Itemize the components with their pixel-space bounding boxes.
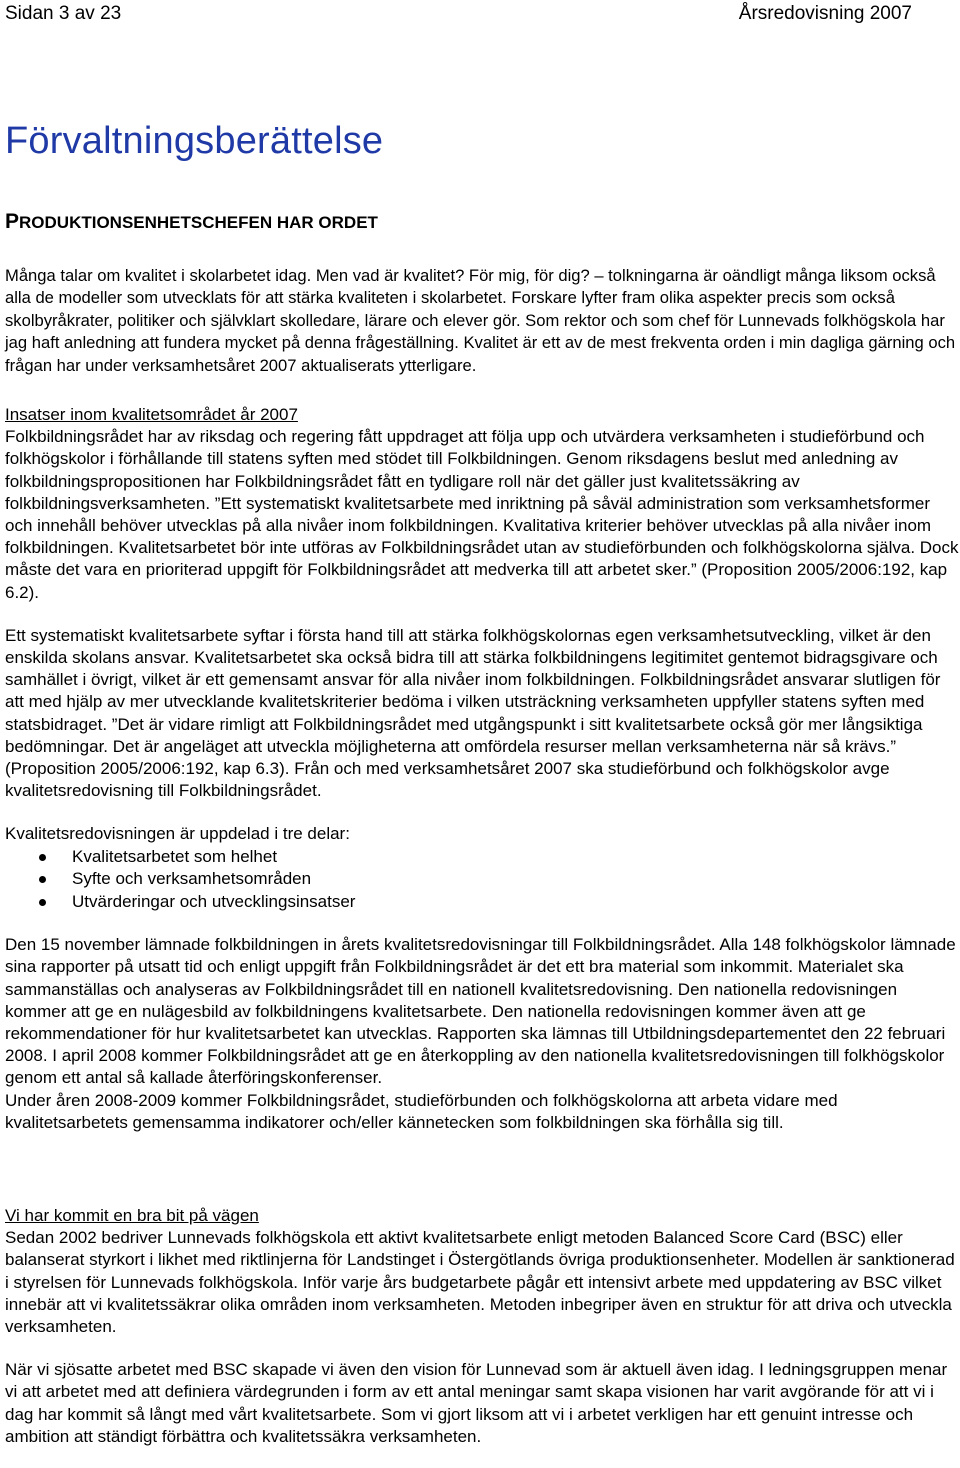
intro-heading [5,210,378,234]
list-intro: Kvalitetsredovisningen är uppdelad i tre delar: [5,824,350,844]
intro-heading-initial: P [5,210,20,233]
list-item [5,846,960,869]
section-heading-vagen: Vi har kommit en bra bit på vägen [5,1206,259,1225]
bullet-icon [39,854,46,861]
section-kvalitetsinsatser [5,404,960,1134]
bullet-list [5,846,960,914]
section-heading-insatser: Insatser inom kvalitetsområdet år 2007 [5,405,298,424]
intro-heading-rest: RODUKTIONSENHETSCHEFEN HAR ORDET [19,213,378,232]
bullet-icon [39,899,46,906]
list-item [5,891,960,914]
bullet-icon [39,876,46,883]
section-bra-bit-pa-vagen [5,1205,960,1448]
paragraph-bsc: Sedan 2002 bedriver Lunnevads folkhögskola ett aktivt kvalitetsarbete enligt metoden Balanced Score Card (BSC) eller balanserat styrkort i likhet med riktlinjerna för Landstinget i Östergötlands övriga produktionsenheter. Modellen är sanktionerad i styrelsen för Lunnevads folkhögskola. Inför varje års budgetarbete pågår ett intensivt arbete med uppdatering av BSC vilket innebär att vi kvalitetssäkrar olika områden inom verksamheten. Metoden inbegriper även en struktur för att driva och utveckla verksamheten. [5,1228,955,1337]
list-item-text: Kvalitetsarbetet som helhet [72,846,278,866]
paragraph-folkbildningsradet: Folkbildningsrådet har av riksdag och regering fått uppdraget att följa upp och utvärdera verksamheten i studieförbund och folkhögskolor i förhållande till statens syften med stödet till Folkbildningen. Genom riksdagens beslut med anledning av folkbildningspropositionen har Folkbildningsrådet fått en tydligare roll när det gäller just kvalitetssäkring av folkbildningsverksamheten. ”Ett systematiskt kvalitetsarbete med inriktning på såväl administration som verksamhetsformer och innehåll behöver utvecklas på alla nivåer inom folkbildningen. Kvalitativa kriterier behöver utvecklas på alla nivåer inom folkbildningen. Kvalitetsarbetet bör inte utföras av Folkbildningsrådet utan av studieförbunden och folkhögskolorna själva. Dock måste det vara en prioriterad uppgift för Folkbildningsrådet att medverka till att arbetet sker.” (Proposition 2005/2006:192, kap 6.2). [5,427,959,602]
page-number: Sidan 3 av 23 [5,3,122,24]
paragraph-2008-2009: Under åren 2008-2009 kommer Folkbildningsrådet, studieförbunden och folkhögskolorna att arbeta vidare med kvalitetsarbetets gemensamma indikatorer och/eller kännetecken som folkbildningen ska förhålla sig till. [5,1090,838,1132]
paragraph-systematiskt-kvalitetsarbete: Ett systematiskt kvalitetsarbete syftar i första hand till att stärka folkhögskolornas egen verksamhetsutveckling, vilket är den enskilda skolans ansvar. Kvalitetsarbetet ska också bidra till att stärka folkbildningens legitimitet gentemot bidragsgivare och samhället i övrigt, vilket är ett gemensamt ansvar för alla nivåer inom folkbildningen. Folkbildningsrådet ansvarar slutligen för att med hjälp av mer utvecklande kvalitetskriterier bedöma i vilken utsträckning verksamheten uppfyller statens syften med statsbidraget. ”Det är vidare rimligt att Folkbildningsrådet med utgångspunkt i sitt kvalitetsarbete också gör mer långsiktiga bedömningar. Det är angeläget att utveckla möjligheterna att omfördela resurser mellan verksamheterna när så krävs.” (Proposition 2005/2006:192, kap 6.3). Från och med verksamhetsåret 2007 ska studieförbund och folkhögskolor avge kvalitetsredovisning till Folkbildningsrådet. [5,625,941,801]
paragraph-15-november: Den 15 november lämnade folkbildningen in årets kvalitetsredovisningar till Folkbildningsrådet. Alla 148 folkhögskolor lämnade sina rapporter på utsatt tid och enligt uppgift från Folkbildningsrådet är det ett bra material som inkommit. Materialet ska sammanställas och analyseras av Folkbildningsrådet till en nationell kvalitetsredovisning. Den nationella redovisningen kommer att ge en nulägesbild av folkbildningens kvalitetsarbete. Den nationella redovisningen kommer även att ge rekommendationer för hur kvalitetsarbetet kan utvecklas. Rapporten ska lämnas till Utbildningsdepartementet den 22 februari 2008. I april 2008 kommer Folkbildningsrådet att ge en återkoppling av den nationella kvalitetsredovisningen till folkhögskolor genom ett antal så kallade återföringskonferenser. [5,935,956,1088]
list-item [5,868,960,891]
list-item-text: Syfte och verksamhetsområden [72,869,312,889]
report-title: Årsredovisning 2007 [738,3,912,24]
list-item-text: Utvärderingar och utvecklingsinsatser [72,891,356,911]
paragraph-vision: När vi sjösatte arbetet med BSC skapade vi även den vision för Lunnevad som är aktuell även idag. I ledningsgruppen menar vi att arbetet med att definiera värdegrunden i form av ett antal meningar samt skapa visionen har varit avgörande för att vi i dag har kommit så långt med vårt kvalitetsarbete. Som vi gjort liksom att vi i arbetet verkligen har ett genuint intresse och ambition att ständigt förbättra och kvalitetssäkra verksamheten. [5,1360,948,1446]
page-title: Förvaltningsberättelse [5,120,384,162]
intro-paragraph: Många talar om kvalitet i skolarbetet idag. Men vad är kvalitet? För mig, för dig? – tolkningarna är oändligt många liksom också alla de modeller som utvecklats för att stärka kvaliteten i skolarbetet. Forskare lyfter fram olika aspekter precis som också skolbyråkrater, politiker och självklart skolledare, lärare och elever gör. Som rektor och som chef för Lunnevads folkhögskola har jag haft anledning att fundera mycket på denna frågeställning. Kvalitet är ett av de mest frekventa orden i min dagliga gärning och frågan har under verksamhetsåret 2007 aktualiserats ytterligare. [5,265,956,375]
